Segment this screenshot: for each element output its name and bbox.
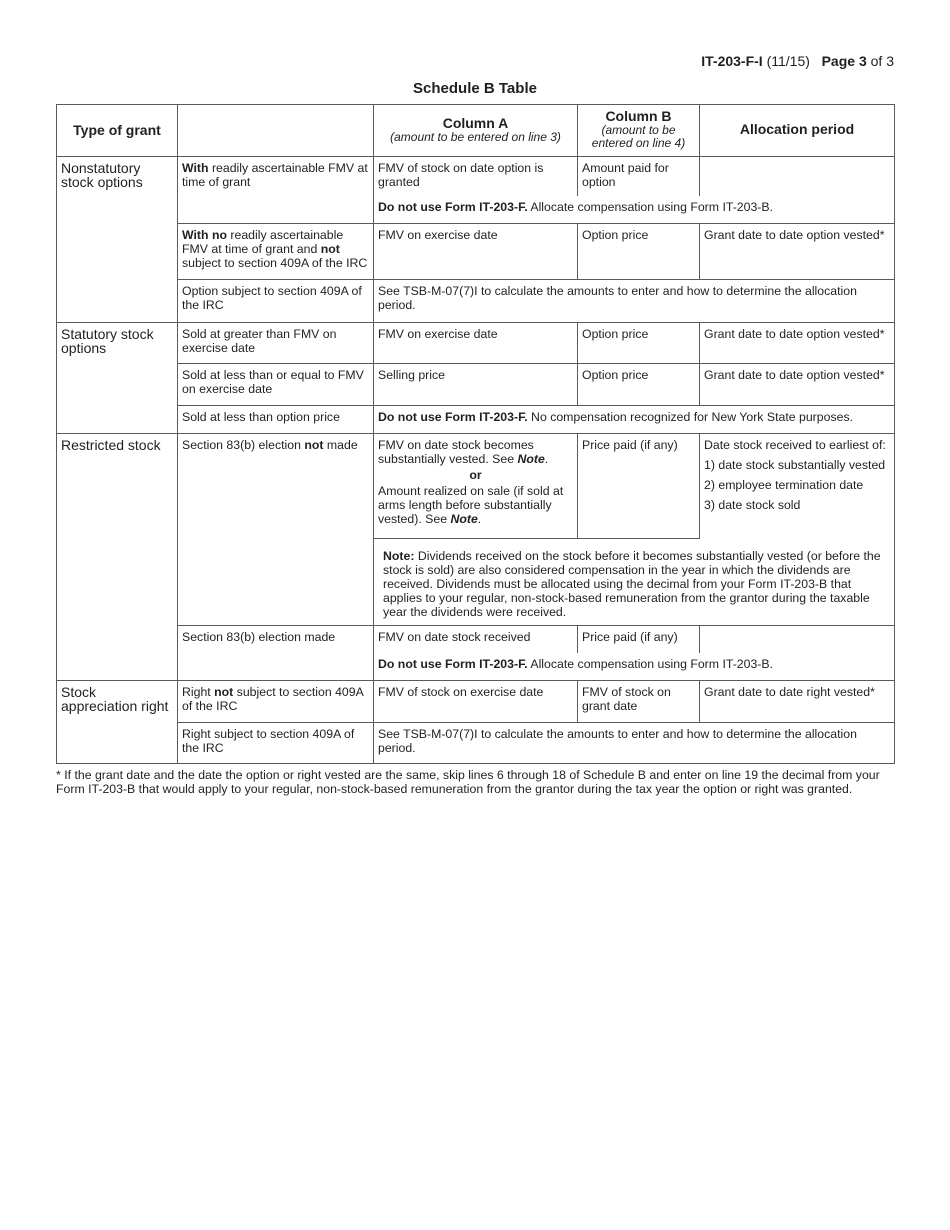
header-column-a (374, 105, 578, 157)
col-b-cell: Amount paid for option (578, 157, 700, 196)
page-number: 3 (858, 53, 867, 69)
table-row (57, 364, 895, 406)
col-a-cell (374, 434, 578, 539)
column-b-title: Column B (605, 108, 672, 124)
desc-bold: With (182, 161, 209, 175)
period-cell (700, 434, 895, 539)
header-description-blank (178, 105, 374, 157)
desc-83b-not-made (178, 434, 374, 626)
header-allocation-period (700, 105, 895, 157)
table-row (57, 224, 895, 280)
table-row (57, 323, 895, 364)
text: FMV on date stock becomes substantially vested. See (378, 438, 534, 466)
desc-with-no-fmv (178, 224, 374, 280)
col-a-cell: FMV of stock on exercise date (374, 681, 578, 723)
col-b-cell: FMV of stock on grant date (578, 681, 700, 723)
note-rest: Allocate compensation using Form IT-203-B. (527, 656, 774, 671)
form-page-header (701, 53, 894, 69)
type-statutory: Statutory stock options (57, 323, 178, 434)
col-b-cell: Option price (578, 364, 700, 406)
or-label: or (469, 468, 482, 482)
note-bold: Note: (383, 549, 415, 563)
period-item: 1) date stock substantially vested (704, 458, 886, 472)
desc-bold: not (214, 685, 234, 699)
desc-409a: Option subject to section 409A of the IRC (178, 280, 374, 323)
page-of: of 3 (866, 53, 894, 69)
col-a-cell: FMV on date stock received (374, 626, 578, 653)
desc-cell (178, 681, 374, 723)
col-a-option-1 (378, 438, 573, 466)
col-b-cell: Price paid (if any) (578, 626, 700, 653)
do-not-use-note (374, 406, 895, 434)
period-item: 3) date stock sold (704, 498, 801, 512)
table-row (57, 723, 895, 764)
period-cell (700, 157, 895, 196)
period-cell: Grant date to date right vested* (700, 681, 895, 723)
period-cell: Grant date to date option vested* (700, 364, 895, 406)
table-title: Schedule B Table (413, 80, 537, 97)
desc-a: Right (182, 685, 215, 699)
note-bold: Do not use Form IT-203-F. (378, 410, 528, 424)
col-a-cell: Selling price (374, 364, 578, 406)
col-a-option-2 (378, 484, 573, 526)
note-rest: Allocate compensation using Form IT-203-B. (527, 199, 774, 214)
desc-b: made (323, 438, 358, 452)
allocation-period-title: Allocation period (739, 121, 855, 137)
col-b-cell: Option price (578, 323, 700, 364)
desc-cell: Sold at greater than FMV on exercise date (178, 323, 374, 364)
header-type-of-grant: Type of grant (57, 105, 178, 157)
type-nonstatutory: Nonstatutory stock options (57, 157, 178, 323)
col-a-cell: FMV on exercise date (374, 224, 578, 280)
note-text: Dividends received on the stock before it becomes substantially vested (or before the stock is sold) are also considered compensation in the year in which the dividends are received. Dividends must be allocated using the decimal from your Form IT-203-B that applies to your regular, non-stock-based remuneration from the grantor during the taxable year the dividends were received. (383, 549, 881, 619)
col-b-cell: Option price (578, 224, 700, 280)
tsb-reference: See TSB-M-07(7)I to calculate the amounts to enter and how to determine the allocation period. (374, 280, 895, 323)
do-not-use-note (374, 653, 895, 681)
table-row (57, 434, 895, 539)
tsb-reference: See TSB-M-07(7)I to calculate the amounts to enter and how to determine the allocation period. (374, 723, 895, 764)
page-word: Page (821, 53, 859, 69)
col-a-cell: FMV of stock on date option is granted (374, 157, 578, 196)
desc-end: subject to section 409A of the IRC (182, 256, 368, 270)
desc-83b-made: Section 83(b) election made (178, 626, 374, 681)
form-revision: (11/15) (762, 53, 810, 69)
table-header-row (57, 105, 895, 157)
desc-bold: not (320, 242, 340, 256)
period-dot: . (544, 452, 549, 466)
desc-with-fmv (178, 157, 374, 224)
desc-a: Section 83(b) election (182, 438, 305, 452)
table-row (57, 626, 895, 653)
note-ref: Note (450, 512, 478, 526)
desc-cell: Sold at less than option price (178, 406, 374, 434)
column-a-subtitle: (amount to be entered on line 3) (390, 129, 561, 144)
desc-cell: Sold at less than or equal to FMV on exercise date (178, 364, 374, 406)
col-b-cell: Price paid (if any) (578, 434, 700, 539)
table-row (57, 157, 895, 196)
schedule-b-table (56, 104, 895, 764)
dividends-note (374, 539, 895, 626)
period-item: 2) employee termination date (704, 478, 864, 492)
period-cell: Grant date to date option vested* (700, 323, 895, 364)
desc-b: subject to section 409A of the IRC (182, 685, 364, 713)
note-bold: Do not use Form IT-203-F. (378, 656, 528, 671)
desc-mid: readily ascertainable FMV at time of grant and (182, 228, 344, 256)
note-rest: No compensation recognized for New York State purposes. (527, 410, 854, 424)
type-restricted: Restricted stock (57, 434, 178, 681)
desc-cell: Right subject to section 409A of the IRC (178, 723, 374, 764)
col-a-cell: FMV on exercise date (374, 323, 578, 364)
footnote: * If the grant date and the date the option or right vested are the same, skip lines 6 through 18 of Schedule B and enter on line 19 the decimal from your Form IT-203-B that would apply to your regular, non-stock-based remuneration from the grantor during the tax year the option or right was granted. (56, 768, 880, 796)
text: Amount realized on sale (if sold at arms length before substantially vested). See (378, 484, 564, 526)
column-b-subtitle: (amount to be entered on line 4) (591, 123, 686, 150)
type-sar: Stock appreciation right (57, 681, 178, 764)
header-column-b (578, 105, 700, 157)
period-dot: . (477, 512, 482, 526)
note-bold: Do not use Form IT-203-F. (378, 199, 528, 214)
period-cell: Grant date to date option vested* (700, 224, 895, 280)
period-cell (700, 626, 895, 653)
form-id: IT-203-F-I (701, 53, 763, 69)
note-ref: Note (517, 452, 545, 466)
desc-bold: With no (182, 228, 227, 242)
desc-bold: not (304, 438, 324, 452)
table-row (57, 406, 895, 434)
desc-rest: readily ascertainable FMV at time of grant (182, 161, 368, 189)
period-intro: Date stock received to earliest of: (704, 438, 886, 452)
column-a-title: Column A (442, 114, 509, 131)
table-row (57, 280, 895, 323)
table-row (57, 681, 895, 723)
do-not-use-note (374, 196, 895, 224)
